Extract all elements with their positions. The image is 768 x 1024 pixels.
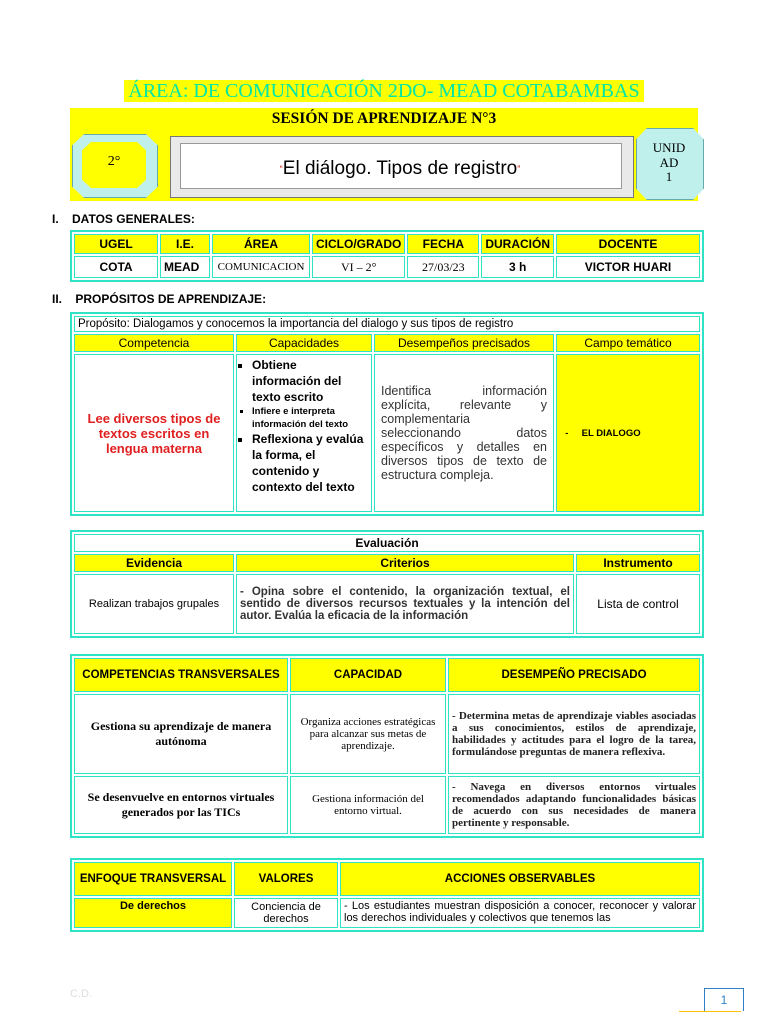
section-propositos: II. PROPÓSITOS DE APRENDIZAJE: <box>52 292 267 306</box>
enfoque-text: De derechos <box>74 898 232 928</box>
footer-line <box>679 1011 741 1012</box>
value-docente: VICTOR HUARI <box>556 256 700 278</box>
header-instrumento: Instrumento <box>576 554 700 572</box>
value-duracion: 3 h <box>481 256 554 278</box>
header-fecha: FECHA <box>407 234 479 254</box>
capacidades-list <box>236 354 372 512</box>
desempeno-transversal-2: - Navega en diversos entornos virtuales recomendados adaptando funcionalidades básicas de acuerdo con sus necesidades de manera pertinente y responsable. <box>448 776 700 834</box>
header-ie: I.E. <box>160 234 210 254</box>
competencia-text: Lee diversos tipos de textos escritos en lengua materna <box>74 354 234 512</box>
capacidad-item: ▪ Obtiene información del texto escrito <box>252 357 368 405</box>
capacidad-item: ▪ Reflexiona y evalúa la forma, el contenido y contexto del texto <box>252 431 368 495</box>
datos-generales-table <box>70 230 704 282</box>
proposito-text: Propósito: Dialogamos y conocemos la importancia del dialogo y sus tipos de registro <box>74 316 700 332</box>
campo-tematico-cell: - EL DIALOGO <box>556 354 700 512</box>
value-fecha: 27/03/23 <box>407 256 479 278</box>
header-valores: VALORES <box>234 862 338 896</box>
header-duracion: DURACIÓN <box>481 234 554 254</box>
desempeno-transversal-1: - Determina metas de aprendizaje viables asociadas a sus conocimientos, estilos de aprendizaje, habilidades y actitudes para el logro de la tarea, formulándose preguntas de manera reflexiva. <box>448 694 700 774</box>
valores-text: Conciencia de derechos <box>234 898 338 928</box>
grado-text: 2° <box>107 154 121 169</box>
header-acciones-observables: ACCIONES OBSERVABLES <box>340 862 700 896</box>
page-number: 1 <box>704 988 744 1011</box>
value-ie: MEAD <box>160 256 210 278</box>
criterios-text: - Opina sobre el contenido, la organización textual, el sentido de diversos recursos textuales y la intención del autor. Evalúa la eficacia de la información <box>236 574 574 634</box>
enfoque-table <box>70 858 704 932</box>
footer-cd: C.D. <box>70 988 92 1000</box>
header-ugel: UGEL <box>74 234 158 254</box>
value-ugel: COTA <box>74 256 158 278</box>
topic-title: “El diálogo. Tipos de registro” <box>279 158 521 179</box>
header-ciclo-grado: CICLO/GRADO <box>312 234 405 254</box>
capacidad-item: ▪ Infiere e interpreta información del texto <box>252 405 368 431</box>
header-capacidades: Capacidades <box>236 334 372 352</box>
section-datos-generales: I. DATOS GENERALES: <box>52 212 195 226</box>
unidad-text: UNID AD 1 <box>652 140 686 184</box>
evaluacion-title: Evaluación <box>74 534 700 552</box>
evidencia-text: Realizan trabajos grupales <box>74 574 234 634</box>
capacidad-2: Gestiona información del entorno virtual. <box>290 776 446 834</box>
header-competencias-transversales: COMPETENCIAS TRANSVERSALES <box>74 658 288 692</box>
competencia-transversal-1: Gestiona su aprendizaje de manera autónoma <box>74 694 288 774</box>
evaluacion-table <box>70 530 704 638</box>
header-desempenos: Desempeños precisados <box>374 334 554 352</box>
header-competencia: Competencia <box>74 334 234 352</box>
propositos-table <box>70 312 704 516</box>
value-area: COMUNICACION <box>212 256 310 278</box>
instrumento-text: Lista de control <box>576 574 700 634</box>
header-docente: DOCENTE <box>556 234 700 254</box>
capacidad-1: Organiza acciones estratégicas para alcanzar sus metas de aprendizaje. <box>290 694 446 774</box>
header-criterios: Criterios <box>236 554 574 572</box>
desempeno-text: Identifica información explícita, relevante y complementaria seleccionando datos específicos y detalles en diversos tipos de texto de estructura compleja. <box>374 354 554 512</box>
header-campo-tematico: Campo temático <box>556 334 700 352</box>
value-ciclo-grado: VI – 2° <box>312 256 405 278</box>
header-area: ÁREA <box>212 234 310 254</box>
header-desempeno-precisado: DESEMPEÑO PRECISADO <box>448 658 700 692</box>
header-enfoque-transversal: ENFOQUE TRANSVERSAL <box>74 862 232 896</box>
header-capacidad: CAPACIDAD <box>290 658 446 692</box>
session-title: SESIÓN DE APRENDIZAJE N°3 <box>271 110 497 127</box>
area-title: ÁREA: DE COMUNICACIÓN 2DO- MEAD COTABAMBAS <box>0 80 768 103</box>
competencia-transversal-2: Se desenvuelve en entornos virtuales generados por las TICs <box>74 776 288 834</box>
acciones-text: - Los estudiantes muestran disposición a conocer, reconocer y valorar los derechos individuales y colectivos que tenemos las <box>340 898 700 928</box>
transversales-table <box>70 654 704 838</box>
header-evidencia: Evidencia <box>74 554 234 572</box>
